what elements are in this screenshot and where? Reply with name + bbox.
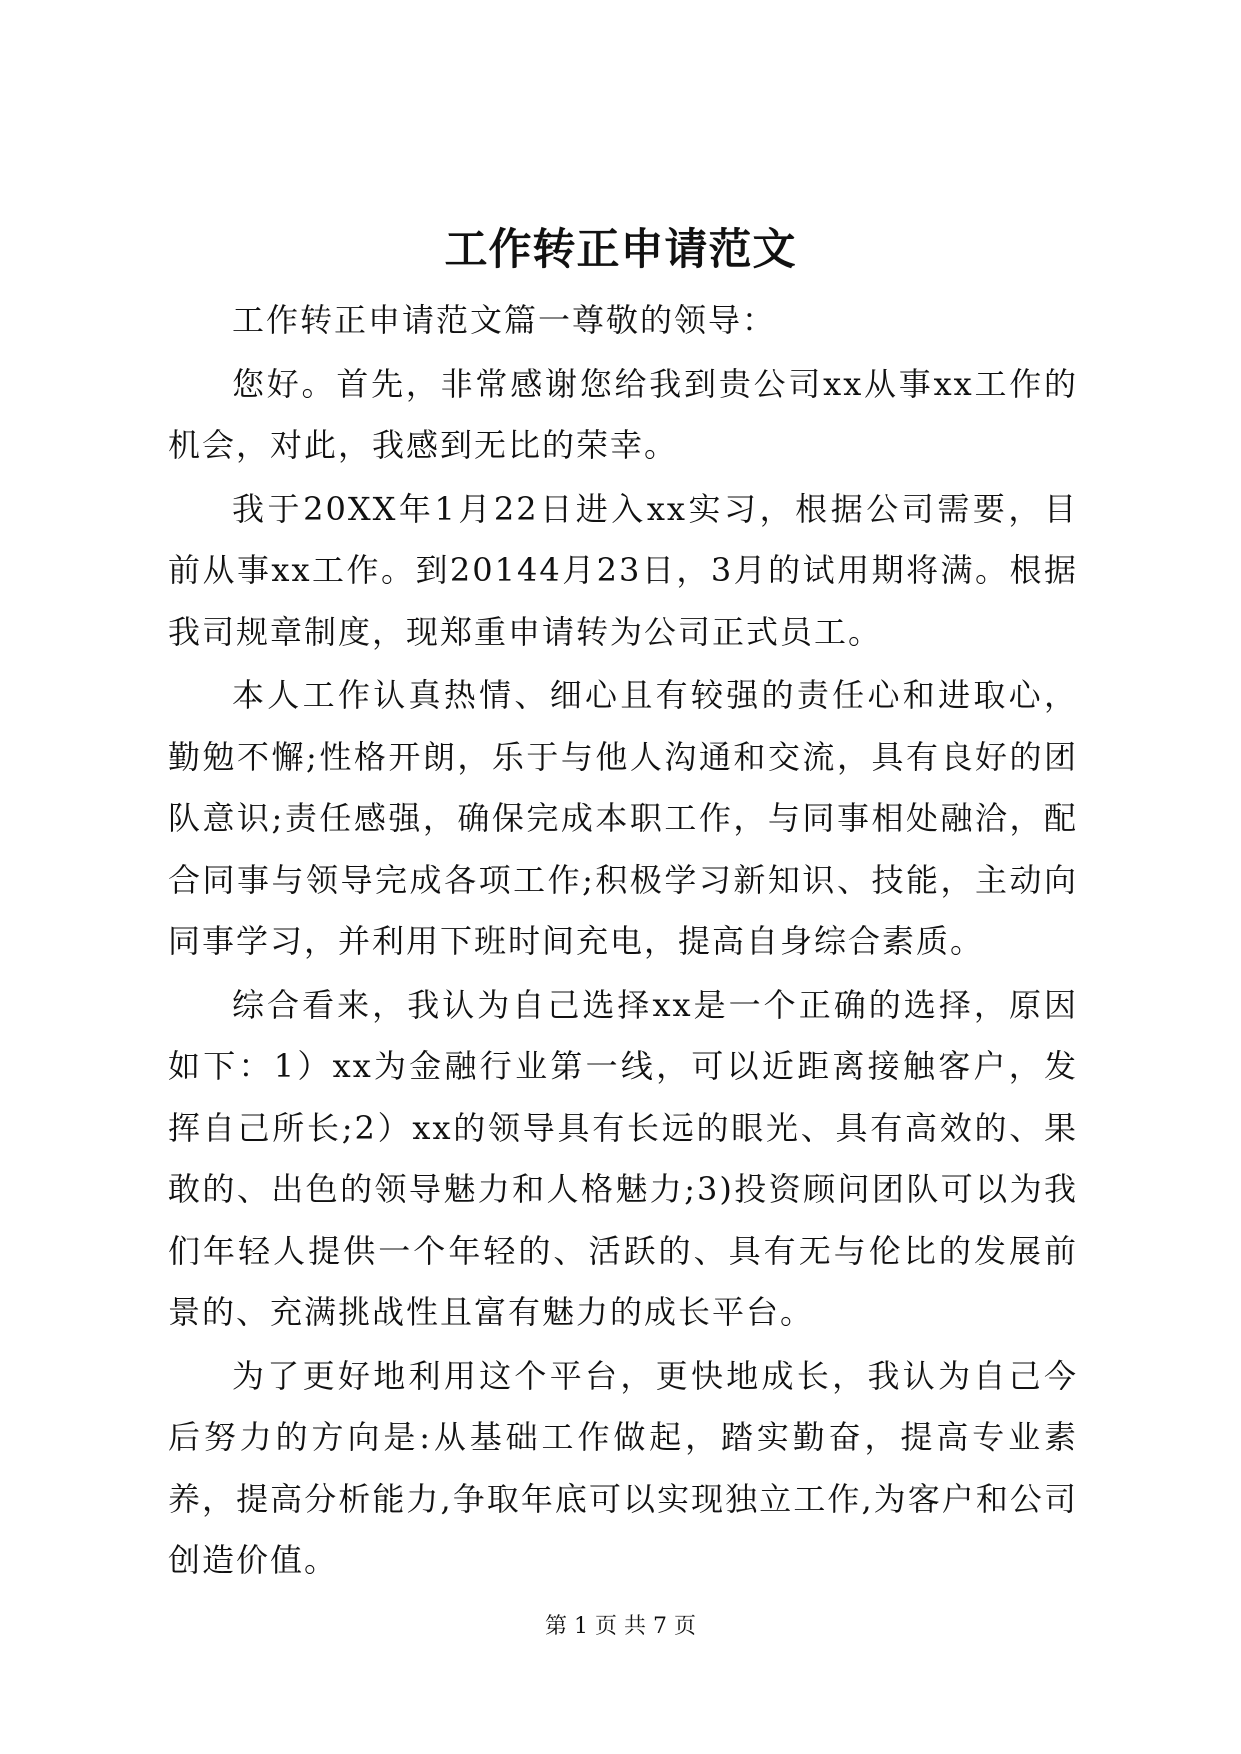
paragraph-future-direction: 为了更好地利用这个平台，更快地成长，我认为自己今后努力的方向是:从基础工作做起，踏实勤奋，提高专业素养，提高分析能力,争取年底可以实现独立工作,为客户和公司创造价值。	[168, 1356, 1078, 1579]
document-title: 工作转正申请范文	[444, 225, 797, 275]
paragraph-entry-date: 我于20XX年1月22日进入xx实习，根据公司需要，目前从事xx工作。到20144月23日，3月的试用期将满。根据我司规章制度，现郑重申请转为公司正式员工。	[168, 489, 1078, 651]
document-body	[168, 290, 1078, 1594]
paragraph-self-evaluation: 本人工作认真热情、细心且有较强的责任心和进取心，勤勉不懈;性格开朗，乐于与他人沟通和交流，具有良好的团队意识;责任感强，确保完成本职工作，与同事相处融洽，配合同事与领导完成各项工作;积极学习新知识、技能，主动向同事学习，并利用下班时间充电，提高自身综合素质。	[168, 676, 1078, 960]
paragraph-greeting: 您好。首先，非常感谢您给我到贵公司xx从事xx工作的机会，对此，我感到无比的荣幸。	[168, 364, 1078, 464]
page-number-footer: 第 1 页 共 7 页	[545, 1614, 696, 1639]
paragraph-salutation: 工作转正申请范文篇一尊敬的领导：	[232, 301, 777, 339]
paragraph-reasons: 综合看来，我认为自己选择xx是一个正确的选择，原因如下：1）xx为金融行业第一线，可以近距离接触客户，发挥自己所长;2）xx的领导具有长远的眼光、具有高效的、果敢的、出色的领导魅力和人格魅力;3)投资顾问团队可以为我们年轻人提供一个年轻的、活跃的、具有无与伦比的发展前景的、充满挑战性且富有魅力的成长平台。	[168, 985, 1078, 1331]
